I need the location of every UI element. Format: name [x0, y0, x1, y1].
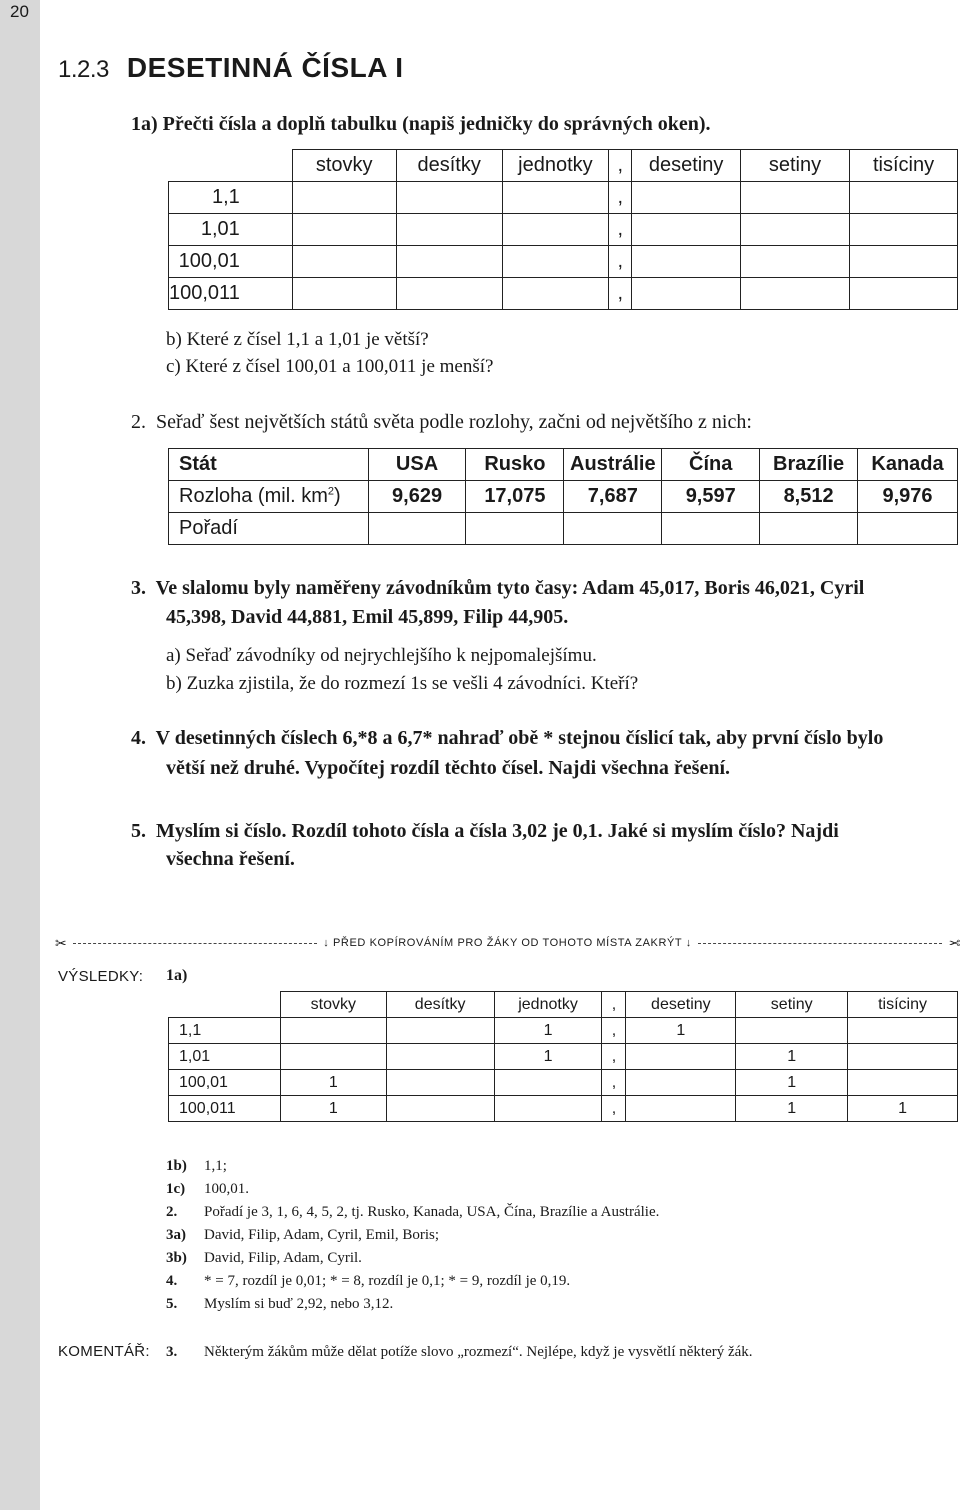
q2-text: 2. Seřaď šest největších států světa podle rozlohy, začni od největšího z nich: [131, 411, 752, 433]
list-item: 2. Pořadí je 3, 1, 6, 4, 5, 2, tj. Rusko, Kanada, USA, Čína, Brazílie a Austrálie. [166, 1204, 660, 1220]
table-row: 100,01 1 , 1 [169, 1070, 958, 1096]
results-header-row: stovky desítky jednotky , desetiny setiny tisíciny [169, 992, 958, 1018]
comment-label: KOMENTÁŘ: [58, 1343, 150, 1360]
table-row: 1,1 1 , 1 [169, 1018, 958, 1044]
list-item: 1b) 1,1; [166, 1158, 227, 1174]
q1b-text: b) Které z čísel 1,1 a 1,01 je větší? [166, 329, 429, 350]
col-tisiciny: tisíciny [850, 150, 958, 182]
q2-area-row: Rozloha (mil. $km^2$) 9,629 17,075 7,687 9,597 8,512 9,976 [169, 481, 958, 513]
q1-table [168, 149, 958, 310]
answers-list [166, 1155, 659, 1316]
q1-header-row [169, 150, 958, 182]
q2-table [168, 448, 958, 545]
page-number: 20 [10, 2, 29, 21]
list-item: 3a) David, Filip, Adam, Cyril, Emil, Boris; [166, 1227, 440, 1243]
table-row: 1,01 1 , 1 [169, 1044, 958, 1070]
q4-text-line2: větší než druhé. Vypočítej rozdíl těchto čísel. Najdi všechna řešení. [166, 757, 731, 779]
results-label: VÝSLEDKY: [58, 968, 144, 985]
table-row: 100,011 1 , 1 1 [169, 1096, 958, 1122]
q3-text-line2: 45,398, David 44,881, Emil 45,899, Filip 44,905. [166, 606, 569, 628]
q3a-text: a) Seřaď závodníky od nejrychlejšího k nejpomalejšímu. [166, 645, 597, 666]
list-item: 5. Myslím si buď 2,92, nebo 3,12. [166, 1296, 394, 1312]
row-label: 100,01 [169, 246, 293, 278]
col-desetiny: desetiny [632, 150, 740, 182]
q1c-text: c) Které z čísel 100,01 a 100,011 je menší? [166, 356, 494, 377]
col-setiny: setiny [740, 150, 849, 182]
q5-text-line2: všechna řešení. [166, 848, 295, 870]
cut-line [55, 932, 960, 954]
col-comma: , [609, 150, 632, 182]
table-row: 1,1 , [169, 182, 958, 214]
q4-text: 4. V desetinných číslech 6,*8 a 6,7* nahraď obě * stejnou číslicí tak, aby první číslo bylo [131, 727, 884, 749]
q3-text: 3. Ve slalomu byly naměřeny závodníkům tyto časy: Adam 45,017, Boris 46,021, Cyril [131, 577, 865, 599]
col-desitky: desítky [396, 150, 502, 182]
scissors-icon: ✂ [55, 934, 68, 951]
results-table [168, 991, 958, 1122]
list-item: 4. * = 7, rozdíl je 0,01; * = 8, rozdíl je 0,1; * = 9, rozdíl je 0,19. [166, 1273, 571, 1289]
comment-text: 3. Některým žákům může dělat potíže slovo „rozmezí“. Nejlépe, když je vysvětlí některý žák. [166, 1344, 753, 1360]
section-title: DESETINNÁ ČÍSLA I [126, 52, 404, 83]
q5-text: 5. Myslím si číslo. Rozdíl tohoto čísla a čísla 3,02 je 0,1. Jaké si myslím číslo? Najdi [131, 820, 839, 842]
cut-line-text: ↓ PŘED KOPÍROVÁNÍM PRO ŽÁKY OD TOHOTO MÍSTA ZAKRÝT ↓ [323, 937, 692, 949]
table-row: 1,01 , [169, 214, 958, 246]
list-item: 1c) 100,01. [166, 1181, 249, 1197]
results-1a-label: 1a) [166, 967, 188, 984]
table-row: 100,01 , [169, 246, 958, 278]
list-item: 3b) David, Filip, Adam, Cyril. [166, 1250, 362, 1266]
table-row: 100,011 , [169, 278, 958, 310]
q2-order-row: Pořadí [169, 513, 958, 545]
scissors-icon: ✂ [947, 934, 960, 951]
row-label: 100,011 [169, 278, 293, 310]
col-stovky: stovky [292, 150, 396, 182]
q2-header-row: Stát USA Rusko Austrálie Čína Brazílie Kanada [169, 449, 958, 481]
row-label: 1,01 [169, 214, 293, 246]
col-jednotky: jednotky [502, 150, 609, 182]
q1a-text: 1a) Přečti čísla a doplň tabulku (napiš jedničky do správných oken). [131, 113, 711, 135]
row-label: 1,1 [169, 182, 293, 214]
section-number: 1.2.3 [58, 56, 109, 83]
page-margin-bar [0, 0, 40, 1510]
q3b-text: b) Zuzka zjistila, že do rozmezí 1s se vešli 4 závodníci. Kteří? [166, 673, 639, 694]
page-title [58, 52, 403, 84]
